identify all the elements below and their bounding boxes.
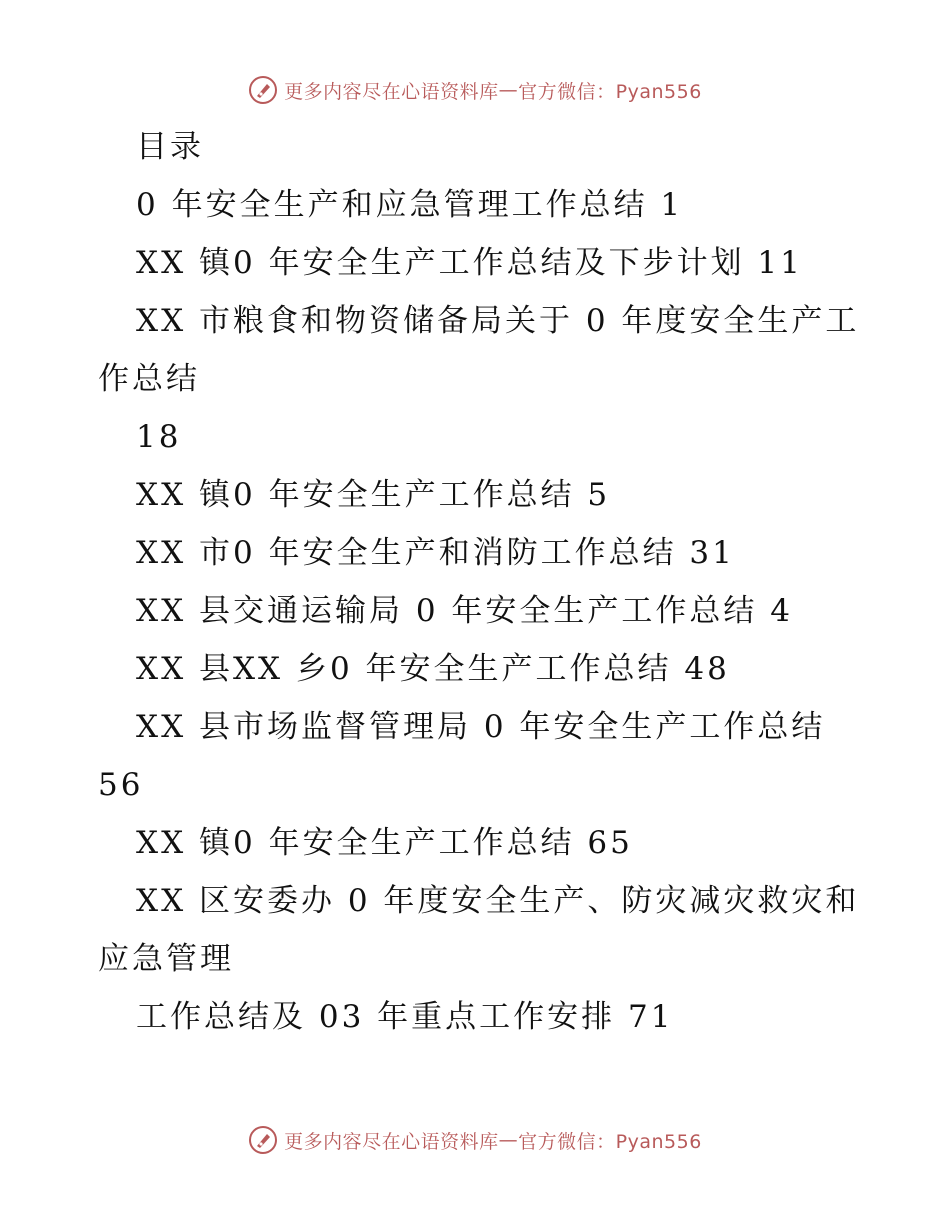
toc-line: XX 市粮食和物资储备局关于 0 年度安全生产工 [136,303,860,339]
toc-line: XX 镇0 年安全生产工作总结及下步计划 11 [136,245,803,281]
toc-title: 目录 [136,129,204,165]
toc-line: XX 县交通运输局 0 年安全生产工作总结 4 [136,593,793,629]
toc-line: 56 [98,767,144,803]
toc-line: XX 市0 年安全生产和消防工作总结 31 [136,535,735,571]
toc-line: XX 区安委办 0 年度安全生产、防灾减灾救灾和 [136,883,860,919]
toc-content [0,118,950,1046]
toc-line: 应急管理 [98,941,234,977]
header-banner-wechat: 官方微信：Pyan556 [518,80,702,103]
toc-line: 18 [136,419,182,455]
header-banner [0,70,950,110]
footer-banner-separator: — [498,1129,519,1151]
footer-banner-wechat: 官方微信：Pyan556 [518,1130,702,1153]
footer-banner [0,1120,950,1160]
header-banner-separator: — [498,79,519,101]
toc-line: XX 县市场监督管理局 0 年安全生产工作总结 [136,709,826,745]
toc-line: 作总结 [98,361,200,397]
footer-banner-text: 更多内容尽在心语资料库 [284,1130,499,1153]
pen-nib-logo-icon [248,1125,278,1155]
toc-line: XX 镇0 年安全生产工作总结 5 [136,477,611,513]
header-banner-text: 更多内容尽在心语资料库 [284,80,499,103]
toc-line: 0 年安全生产和应急管理工作总结 1 [136,187,684,223]
toc-line: XX 县XX 乡0 年安全生产工作总结 48 [136,651,730,687]
toc-line: 工作总结及 03 年重点工作安排 71 [136,999,674,1035]
toc-line: XX 镇0 年安全生产工作总结 65 [136,825,633,861]
pen-nib-logo-icon [248,75,278,105]
